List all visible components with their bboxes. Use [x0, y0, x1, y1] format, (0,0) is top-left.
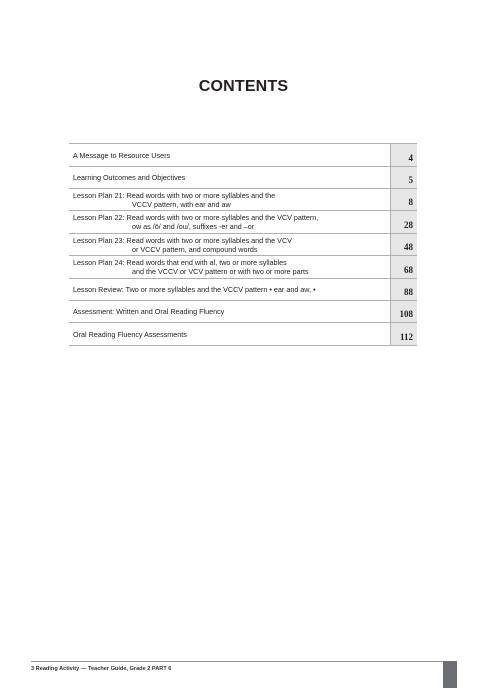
toc-row: [69, 256, 417, 279]
toc-page-number: 108: [390, 301, 417, 322]
toc-row: [69, 301, 417, 323]
toc-entry-title: Lesson Plan 22: Read words with two or more syllables and the VCV pattern,: [73, 213, 319, 222]
toc-page-number: 68: [390, 256, 417, 278]
toc-page-number: 112: [390, 323, 417, 345]
toc-entry-subtitle: ow as /ō/ and /ou/, suffixes -er and –or: [132, 222, 255, 231]
toc-entry-subtitle: VCCV pattern, with ear and aw: [132, 199, 231, 209]
page-title: CONTENTS: [198, 78, 289, 95]
toc-page-number: 28: [390, 211, 417, 233]
footer-divider: [31, 661, 457, 662]
toc-page-number: 48: [390, 234, 417, 255]
toc-row: [69, 189, 417, 211]
toc-entry-title: Oral Reading Fluency Assessments: [73, 329, 187, 339]
toc-row: [69, 234, 417, 256]
toc-entry-title: Lesson Plan 21: Read words with two or more syllables and the: [73, 190, 276, 200]
footer-tab: [443, 661, 457, 688]
footer-text: 3 Reading Activity — Teacher Guide, Grade 2 PART 6: [31, 666, 172, 672]
toc-row: [69, 279, 417, 301]
toc-entry-title: A Message to Resource Users: [73, 150, 171, 160]
toc-page-number: 4: [390, 144, 417, 166]
toc-entry-title: Lesson Plan 24: Read words that end with al, two or more syllables: [73, 258, 287, 267]
toc-row: [69, 323, 417, 346]
toc-row: [69, 211, 417, 234]
toc-entry-title: Learning Outcomes and Objectives: [73, 173, 186, 182]
toc-entry-subtitle: and the VCCV or VCV pattern or with two or more parts: [132, 267, 309, 276]
toc-page-number: 8: [390, 189, 417, 210]
toc-page-number: 88: [390, 279, 417, 300]
toc-page-number: 5: [390, 167, 417, 188]
toc-entry-subtitle: or VCCV pattern, and compound words: [132, 244, 258, 254]
toc-entry-title: Assessment: Written and Oral Reading Fluency: [73, 307, 225, 316]
toc-row: [69, 144, 417, 167]
toc-entry-title: Lesson Review: Two or more syllables and the VCCV pattern • ear and aw, •: [73, 285, 316, 294]
toc-row: [69, 167, 417, 189]
table-of-contents: [69, 143, 417, 346]
toc-entry-title: Lesson Plan 23: Read words with two or more syllables and the VCV: [73, 235, 292, 245]
